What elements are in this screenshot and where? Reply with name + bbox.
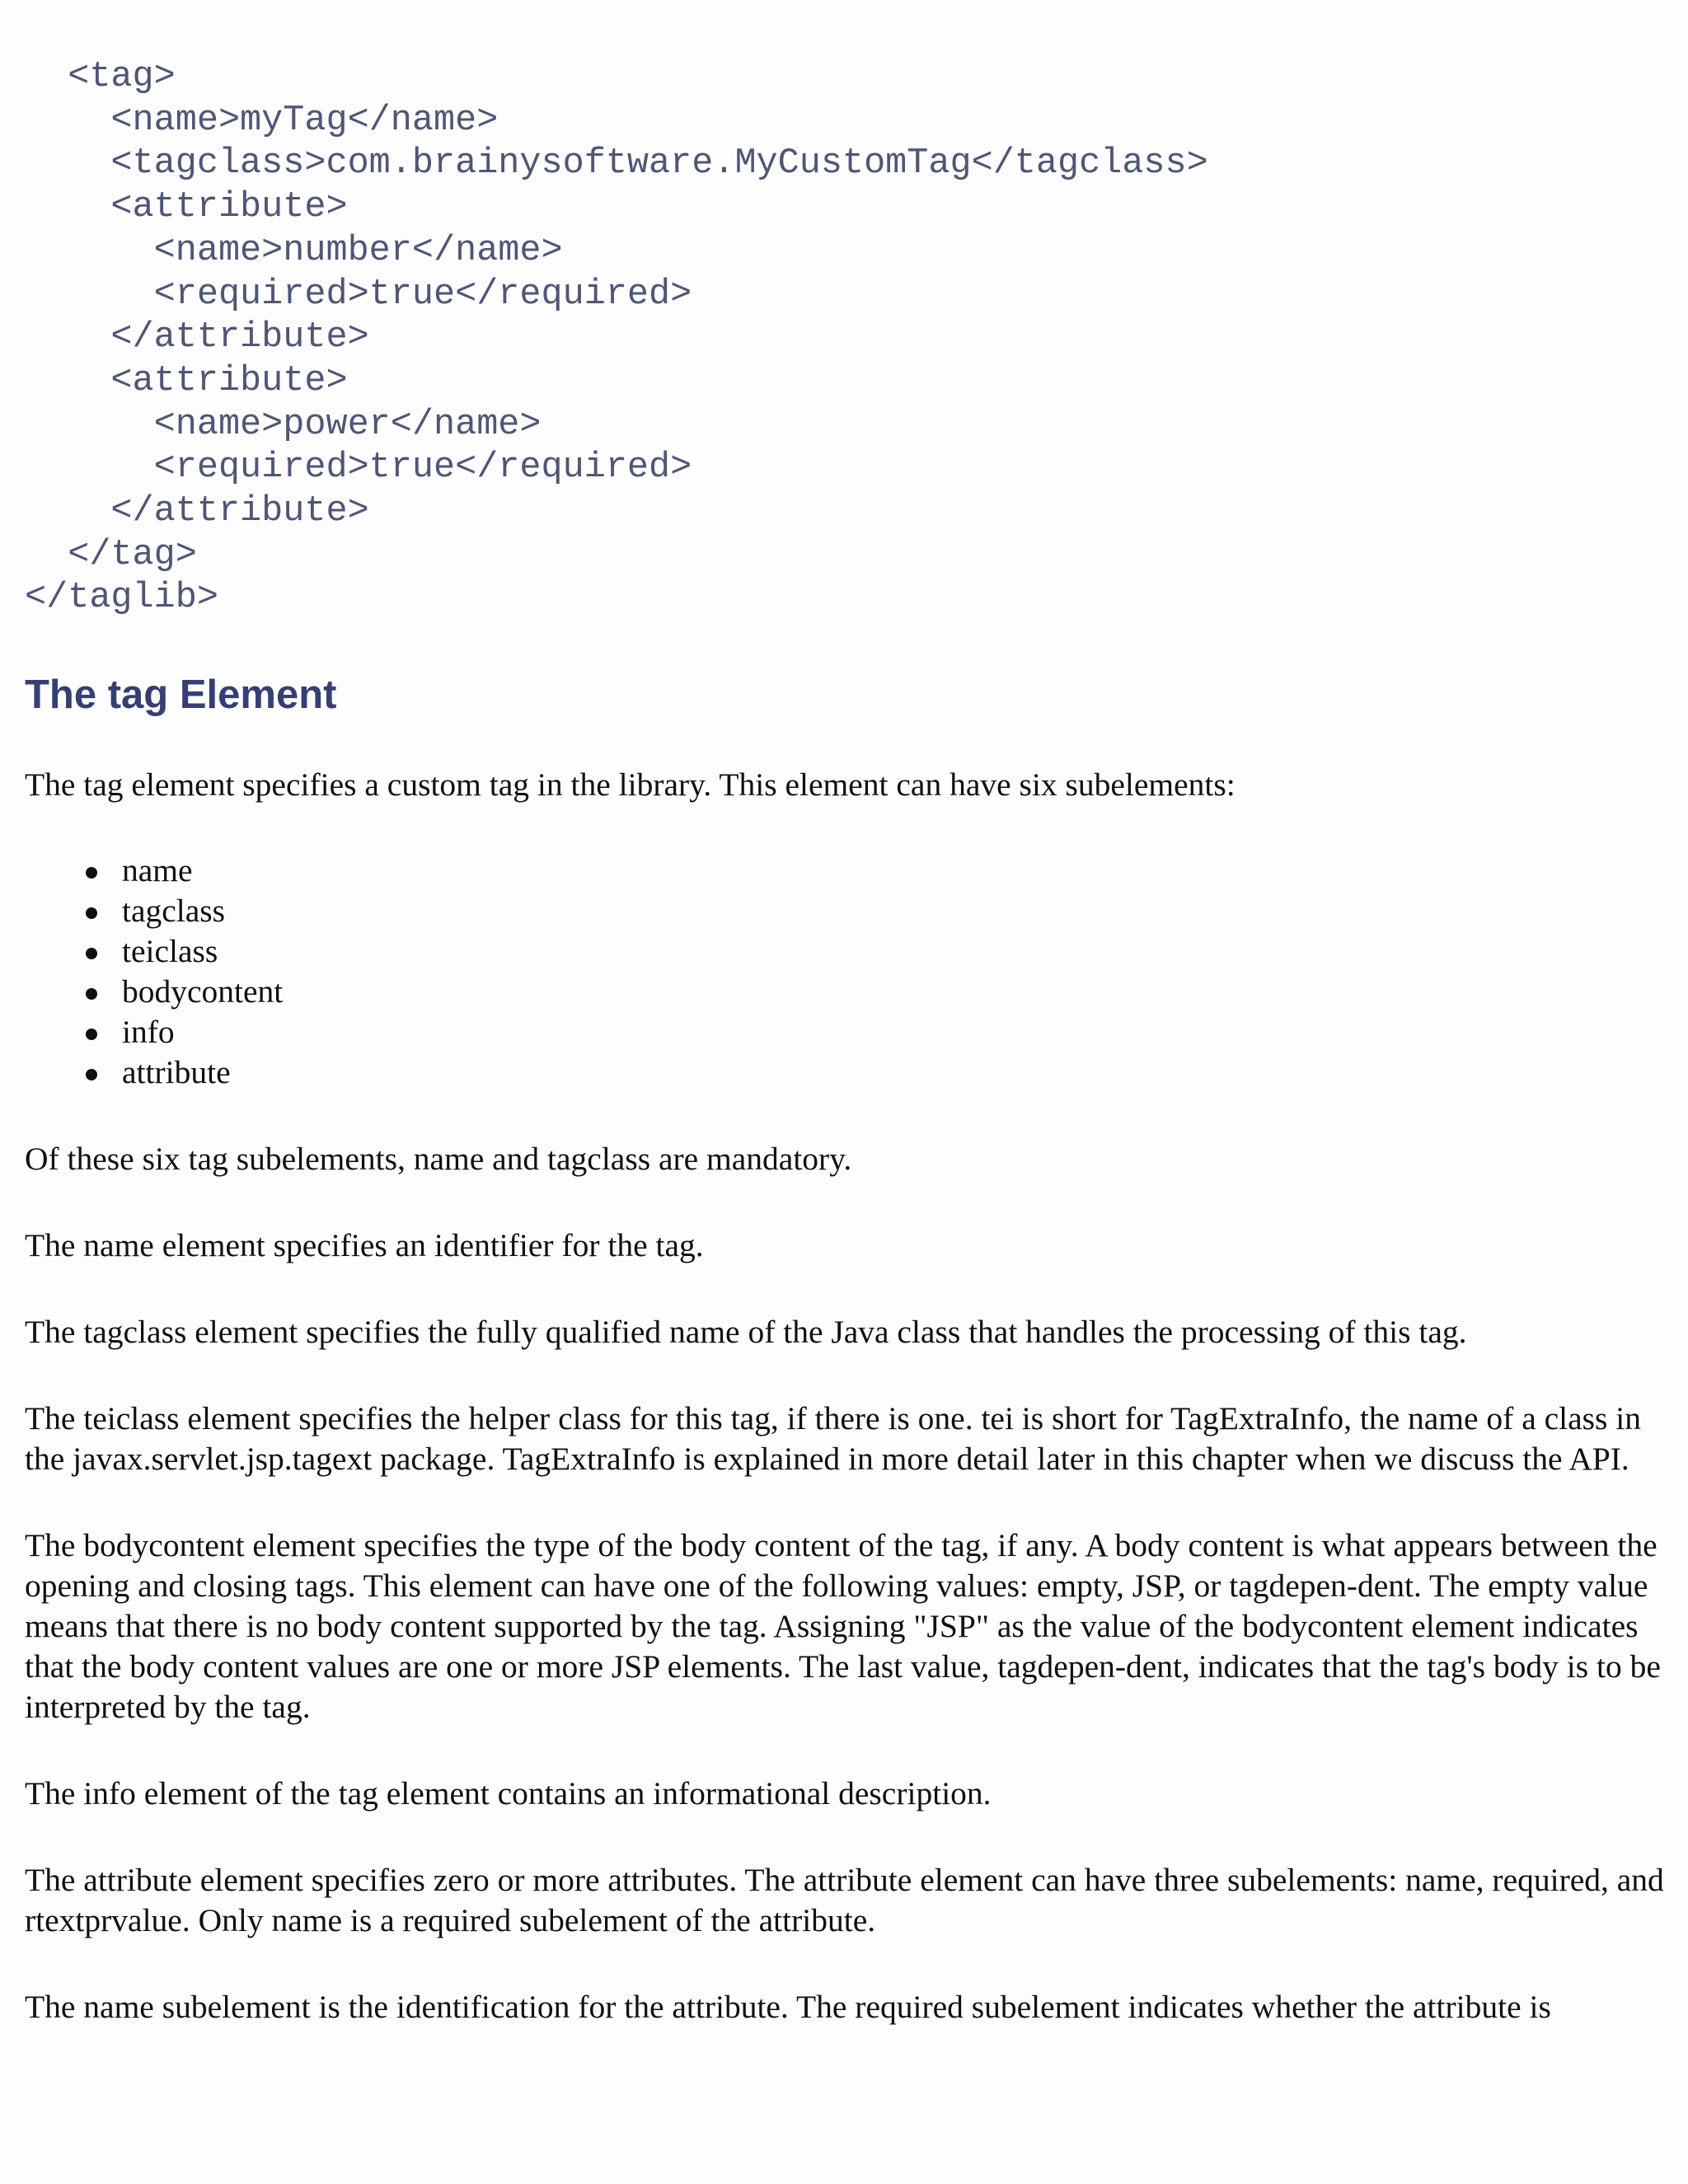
list-item-label: attribute xyxy=(122,1054,231,1091)
list-item xyxy=(25,851,1665,891)
code-line: <required>true</required> xyxy=(25,274,692,315)
bullet-icon xyxy=(86,1069,97,1080)
code-line: <tagclass>com.brainysoftware.MyCustomTag</tagclass> xyxy=(25,143,1208,185)
paragraph-teiclass: The teiclass element specifies the helper class for this tag, if there is one. tei is short for TagExtraInfo, the name of a class in the javax.servlet.jsp.tagext package. TagExtraInfo is explained in more detail later in this chapter when we discuss the API. xyxy=(25,1400,1641,1478)
code-line: <tag> xyxy=(25,57,176,97)
list-item xyxy=(25,891,1665,931)
list-item xyxy=(25,1012,1665,1052)
list-item-label: bodycontent xyxy=(122,973,284,1010)
bullet-icon xyxy=(86,867,97,879)
code-line: <name>power</name> xyxy=(25,404,542,445)
bullet-icon xyxy=(86,948,97,959)
paragraph-info: The info element of the tag element contains an informational description. xyxy=(25,1775,992,1812)
code-line: <attribute> xyxy=(25,360,348,401)
paragraph-name-subelement: The name subelement is the identification for the attribute. The required subelement indicates whether the attribute is xyxy=(25,1989,1551,2026)
subelement-list xyxy=(25,851,1665,1093)
bullet-icon xyxy=(86,907,97,919)
code-line: </tag> xyxy=(25,534,197,575)
code-line: <attribute> xyxy=(25,187,348,228)
code-line: </taglib> xyxy=(25,578,218,619)
bullet-icon xyxy=(86,1029,97,1040)
list-item xyxy=(25,972,1665,1012)
list-item-label: tagclass xyxy=(122,893,226,930)
code-line: <name>number</name> xyxy=(25,230,563,271)
list-item xyxy=(25,931,1665,972)
list-item-label: name xyxy=(122,852,193,889)
intro-paragraph: The tag element specifies a custom tag in the library. This element can have six subelements: xyxy=(25,766,1236,804)
paragraph-name: The name element specifies an identifier for the tag. xyxy=(25,1227,704,1264)
document-page xyxy=(25,56,1665,2027)
paragraph-mandatory: Of these six tag subelements, name and tagclass are mandatory. xyxy=(25,1141,852,1178)
paragraph-bodycontent: The bodycontent element specifies the type of the body content of the tag, if any. A body content is what appears between the opening and closing tags. This element can have one of the following values: empty, JSP, or tagdepen-dent. The empty value means that there is no body content supported by the tag. Assigning "JSP" as the value of the bodycontent element indicates that the body content values are one or more JSP elements. The last value, tagdepen-dent, indicates that the tag's body is to be interpreted by the tag. xyxy=(25,1527,1661,1726)
paragraph-attribute: The attribute element specifies zero or more attributes. The attribute element can have three subelements: name, required, and rtextprvalue. Only name is a required subelement of the attribute. xyxy=(25,1862,1664,1939)
list-item xyxy=(25,1052,1665,1093)
section-heading: The tag Element xyxy=(25,673,337,718)
paragraph-tagclass: The tagclass element specifies the fully qualified name of the Java class that handles the processing of this tag. xyxy=(25,1314,1467,1351)
code-line: <required>true</required> xyxy=(25,448,692,489)
code-line: <name>myTag</name> xyxy=(25,100,499,141)
bullet-icon xyxy=(86,988,97,1000)
code-line: </attribute> xyxy=(25,491,369,532)
code-listing xyxy=(25,56,1665,621)
list-item-label: teiclass xyxy=(122,933,218,970)
list-item-label: info xyxy=(122,1014,175,1051)
code-line: </attribute> xyxy=(25,317,369,359)
